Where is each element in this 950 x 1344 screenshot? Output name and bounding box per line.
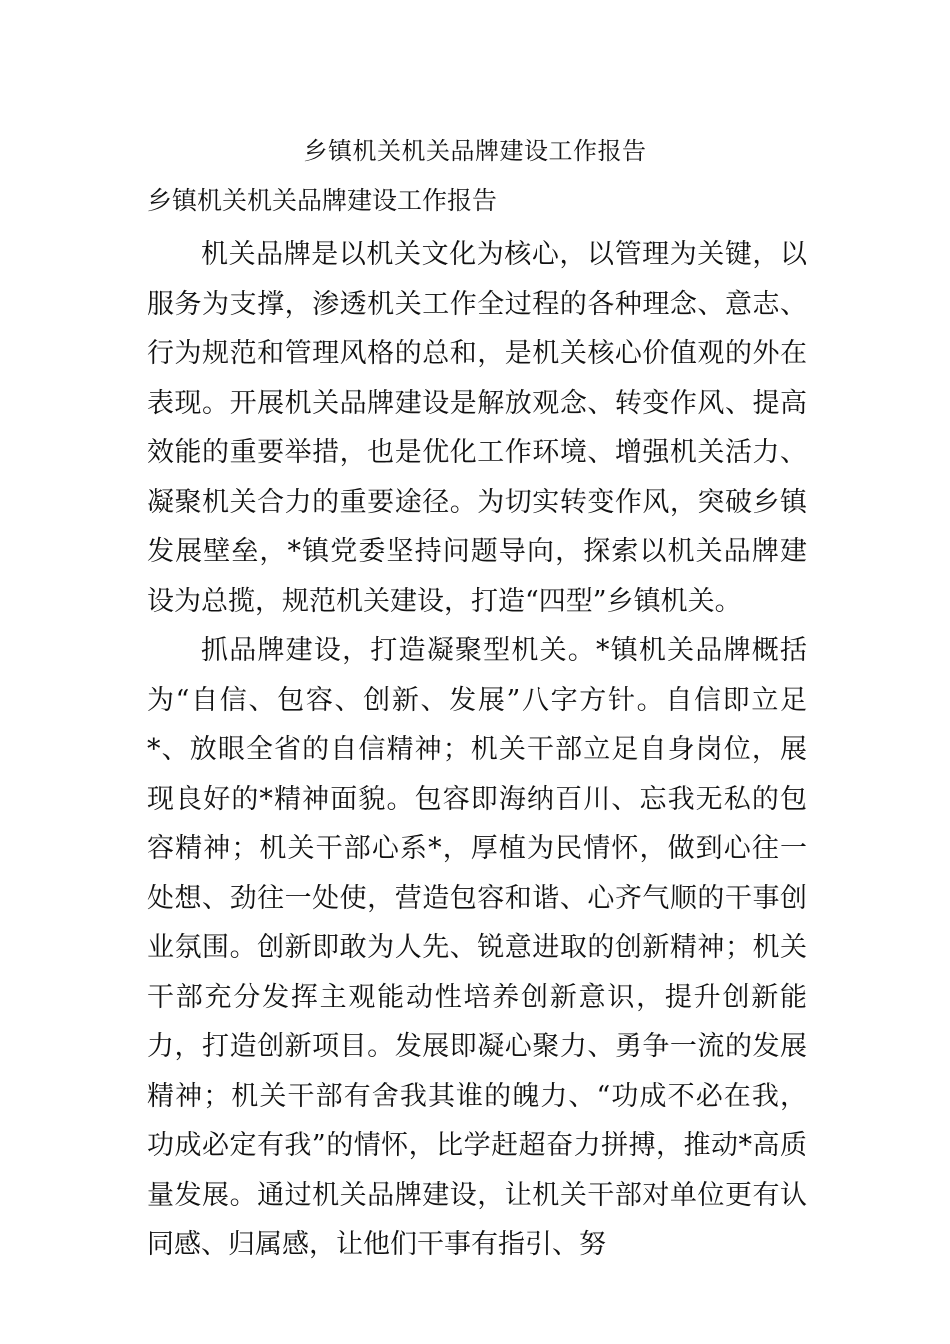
document-subtitle: 乡镇机关机关品牌建设工作报告 — [147, 186, 498, 215]
document-body — [147, 230, 807, 1270]
paragraph-brand-building: 抓品牌建设，打造凝聚型机关。*镇机关品牌概括为“自信、包容、创新、发展”八字方针。自信即立足*、放眼全省的自信精神；机关干部立足自身岗位，展现良好的*精神面貌。包容即海纳百川、忘我无私的包容精神；机关干部心系*，厚植为民情怀，做到心往一处想、劲往一处使，营造包容和谐、心齐气顺的干事创业氛围。创新即敢为人先、锐意进取的创新精神；机关干部充分发挥主观能动性培养创新意识，提升创新能力，打造创新项目。发展即凝心聚力、勇争一流的发展精神；机关干部有舍我其谁的魄力、“功成不必在我，功成必定有我”的情怀，比学赶超奋力拼搏，推动*高质量发展。通过机关品牌建设，让机关干部对单位更有认同感、归属感，让他们干事有指引、努 — [147, 635, 807, 1260]
paragraph-intro: 机关品牌是以机关文化为核心，以管理为关键，以服务为支撑，渗透机关工作全过程的各种理念、意志、行为规范和管理风格的总和，是机关核心价值观的外在表现。开展机关品牌建设是解放观念、转变作风、提高效能的重要举措，也是优化工作环境、增强机关活力、凝聚机关合力的重要途径。为切实转变作风，突破乡镇发展壁垒，*镇党委坚持问题导向，探索以机关品牌建设为总揽，规范机关建设，打造“四型”乡镇机关。 — [147, 239, 807, 617]
document-title: 乡镇机关机关品牌建设工作报告 — [303, 137, 647, 165]
